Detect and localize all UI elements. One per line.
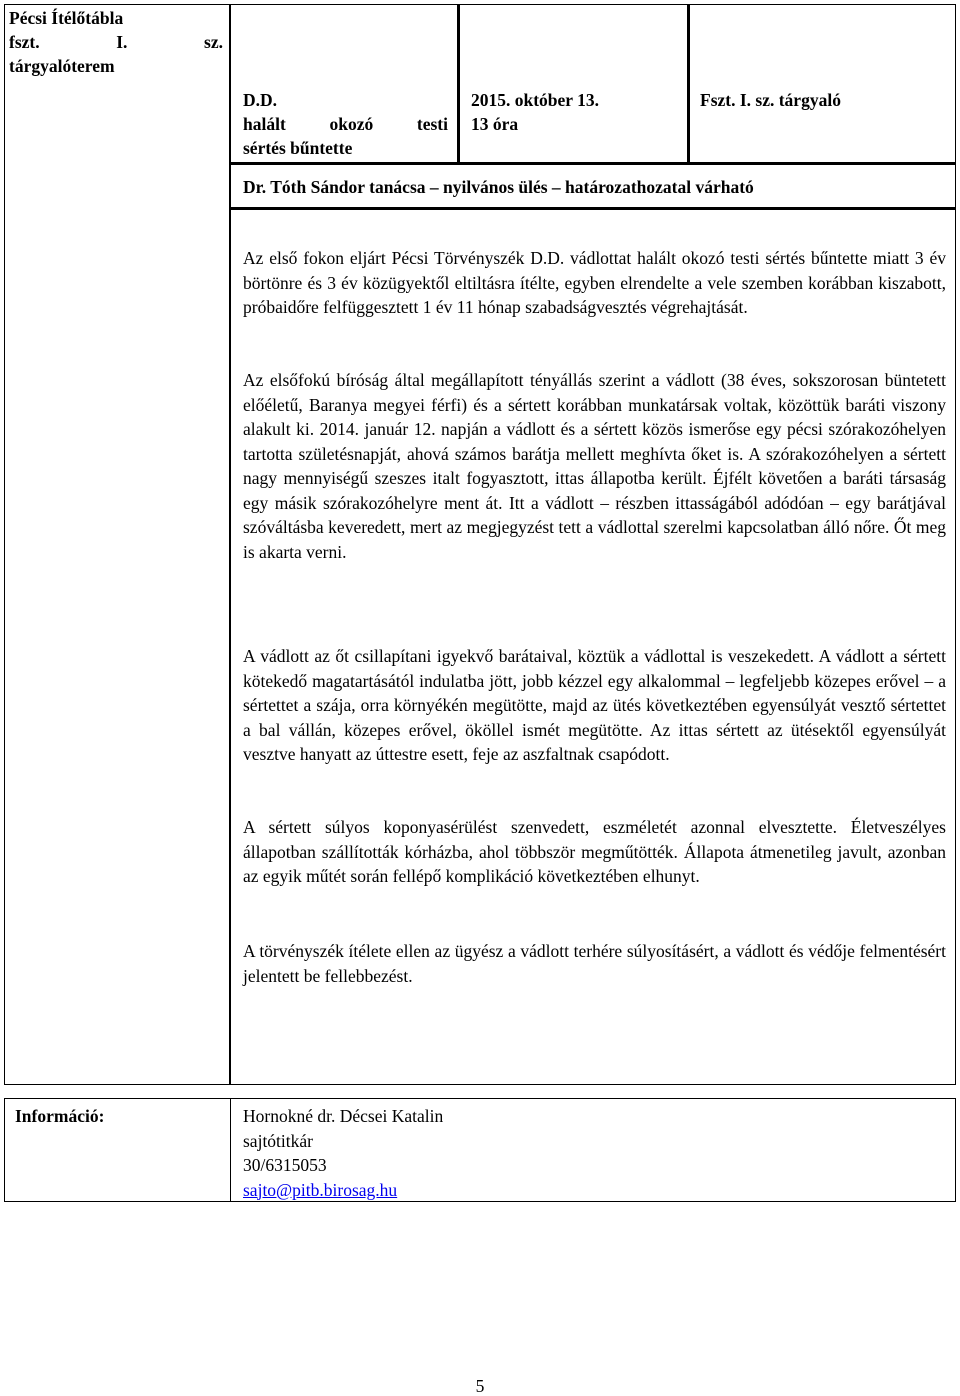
info-box bbox=[4, 1098, 956, 1202]
hearing-date: 2015. október 13. bbox=[471, 90, 600, 110]
contact-email-link[interactable]: sajto@pitb.birosag.hu bbox=[243, 1179, 398, 1200]
contact-block bbox=[243, 1104, 443, 1202]
page-number: 5 bbox=[475, 1376, 485, 1396]
court-title-word: fszt. bbox=[9, 32, 40, 52]
court-title-line2 bbox=[9, 30, 223, 54]
case-name-word: testi bbox=[416, 114, 448, 134]
body-paragraph: A törvényszék ítélete ellen az ügyész a vádlott terhére súlyosításért, a vádlott és védője felmentésért jelentett be fellebbezést. bbox=[243, 941, 946, 986]
info-divider bbox=[230, 1098, 231, 1202]
contact-role: sajtótitkár bbox=[243, 1130, 313, 1151]
hearing-time: 13 óra bbox=[471, 114, 519, 134]
case-name-word: halált bbox=[243, 114, 286, 134]
date-cell bbox=[460, 4, 690, 162]
contact-phone: 30/6315053 bbox=[243, 1155, 327, 1175]
court-title-line1: Pécsi Ítélőtábla bbox=[9, 8, 124, 28]
case-name-line1: D.D. bbox=[243, 90, 278, 110]
court-column-box bbox=[4, 4, 230, 1085]
court-title bbox=[9, 6, 223, 78]
case-name-line3: sértés bűntette bbox=[243, 138, 353, 158]
court-title-word: I. bbox=[116, 32, 128, 52]
contact-name: Hornokné dr. Décsei Katalin bbox=[243, 1106, 444, 1126]
court-title-word: sz. bbox=[204, 32, 223, 52]
hearing-datetime bbox=[471, 88, 599, 136]
body-paragraph: Az elsőfokú bíróság által megállapított tényállás szerint a vádlott (38 éves, sokszorosan büntetett előéletű, Baranya megyei férfi) és a sértett korábban munkatársak voltak, közöttük baráti viszony alakult ki. 2014. január 12. napján a vádlott és a sértett közös ismerőse egy pécsi szórakozóhelyen tartotta születésnapját, ahová számos barátja mellett meghívta őket is. A szórakozóhelyen a sértett nagy mennyiségű szeszes italt fogyasztott, ittas állapotba került. Éjfélt követően a baráti társaság egy másik szórakozóhelyre ment át. Itt a vádlott – részben ittasságából adódóan – egy barátjával szóváltásba keveredett, mert az megjegyzést tett a vádlottal szerelmi kapcsolatban álló nőre. Őt meg is akarta verni. bbox=[243, 370, 946, 562]
case-name-word: okozó bbox=[329, 114, 374, 134]
body-paragraph: A sértett súlyos koponyasérülést szenvedett, eszméletét azonnal elvesztette. Életveszélyes állapotban szállították kórházba, ahol többször megműtötték. Állapota átmenetileg javult, azonban az egyik műtét során fellépő komplikáció következtében elhunyt. bbox=[243, 817, 946, 886]
case-name bbox=[243, 88, 448, 160]
hearing-chair: Dr. Tóth Sándor tanácsa – nyilvános ülés – határozathozatal várható bbox=[243, 177, 754, 197]
court-title-line3: tárgyalóterem bbox=[9, 56, 115, 76]
info-label: Információ: bbox=[15, 1106, 105, 1126]
room-cell bbox=[690, 4, 956, 162]
hearing-room: Fszt. I. sz. tárgyaló bbox=[700, 90, 841, 110]
case-name-line2 bbox=[243, 112, 448, 136]
body-paragraph: A vádlott az őt csillapítani igyekvő barátaival, köztük a vádlottal is veszekedett. A vádlott a sértett kötekedő magatartásától indulatba jött, jobb kézzel egy alkalommal – legfeljebb közepes erővel – a sértettet a szája, orra környékén megütötte, majd az ütés következtében egyensúlyát vesztő sértettet a bal vállán, közepes erővel, ököllel ismét megütötte. Az ittas sértett az ütésektől egyensúlyát vesztve hanyatt az úttestre esett, feje az aszfaltnak csapódott. bbox=[243, 646, 946, 764]
body-paragraph: Az első fokon eljárt Pécsi Törvényszék D.D. vádlottat halált okozó testi sértés bűntette miatt 3 év börtönre és 3 év közügyektől eltiltásra ítélte, egyben elrendelte a vele szemben korábban kiszabott, próbaidőre felfüggesztett 1 év 11 hónap szabadságvesztés végrehajtását. bbox=[243, 248, 946, 317]
